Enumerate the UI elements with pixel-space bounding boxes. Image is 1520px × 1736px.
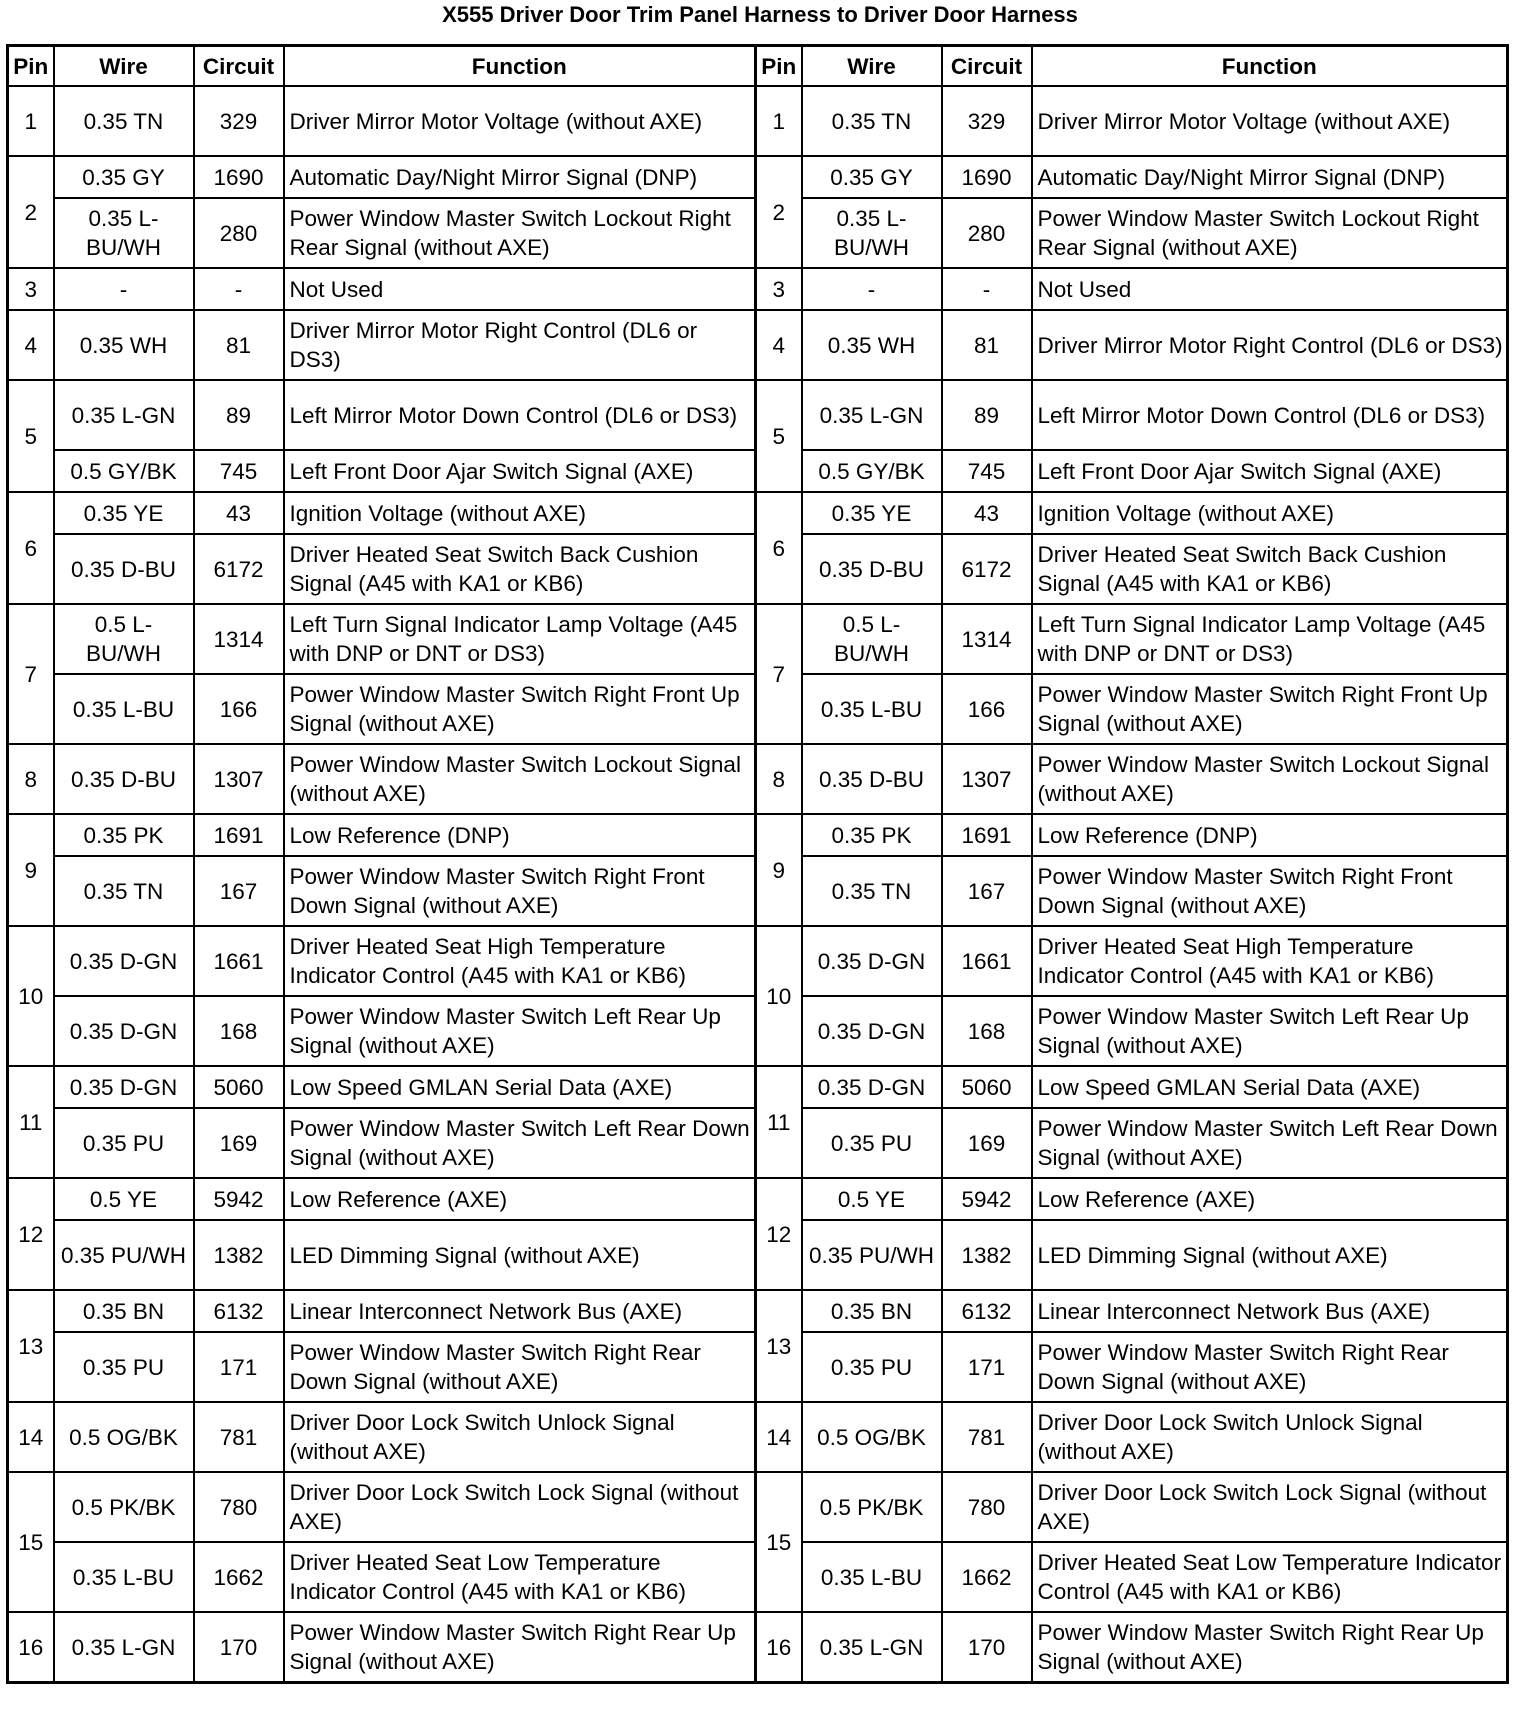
function-cell: Power Window Master Switch Right Rear Up Signal (without AXE) (1032, 1612, 1508, 1683)
table-row (8, 1178, 1508, 1220)
circuit-cell: 329 (194, 86, 284, 156)
wire-cell: 0.35 D-GN (54, 996, 194, 1066)
pin-number-cell: 16 (756, 1612, 802, 1683)
circuit-cell: 81 (942, 310, 1032, 380)
function-cell: Driver Door Lock Switch Lock Signal (without AXE) (1032, 1472, 1508, 1542)
pin-number-cell: 14 (756, 1402, 802, 1472)
function-cell: Not Used (284, 268, 756, 310)
pin-number-cell: 16 (8, 1612, 54, 1683)
function-cell: Power Window Master Switch Right Front Down Signal (without AXE) (284, 856, 756, 926)
function-cell: Low Reference (AXE) (284, 1178, 756, 1220)
wire-cell: 0.35 GY (54, 156, 194, 198)
wire-cell: 0.5 OG/BK (802, 1402, 942, 1472)
circuit-cell: 89 (194, 380, 284, 450)
function-cell: Driver Heated Seat Low Temperature Indicator Control (A45 with KA1 or KB6) (284, 1542, 756, 1612)
wire-cell: 0.35 WH (54, 310, 194, 380)
circuit-cell: 1690 (194, 156, 284, 198)
function-cell: Driver Door Lock Switch Lock Signal (without AXE) (284, 1472, 756, 1542)
function-cell: Power Window Master Switch Lockout Signal (without AXE) (284, 744, 756, 814)
circuit-cell: 166 (942, 674, 1032, 744)
wire-cell: 0.5 GY/BK (54, 450, 194, 492)
wire-cell: 0.35 TN (802, 856, 942, 926)
circuit-cell: 1314 (194, 604, 284, 674)
function-cell: Power Window Master Switch Right Rear Down Signal (without AXE) (1032, 1332, 1508, 1402)
table-row (8, 492, 1508, 534)
header-pin: Pin (756, 46, 802, 87)
circuit-cell: 5060 (194, 1066, 284, 1108)
wire-cell: 0.35 L-BU (802, 1542, 942, 1612)
pin-number-cell: 8 (8, 744, 54, 814)
circuit-cell: 5942 (194, 1178, 284, 1220)
circuit-cell: 6132 (942, 1290, 1032, 1332)
pin-number-cell: 8 (756, 744, 802, 814)
pin-number-cell: 10 (8, 926, 54, 1066)
header-circuit: Circuit (194, 46, 284, 87)
wire-cell: 0.35 L-GN (802, 380, 942, 450)
wire-cell: 0.35 D-GN (54, 1066, 194, 1108)
function-cell: LED Dimming Signal (without AXE) (1032, 1220, 1508, 1290)
table-row (8, 380, 1508, 450)
page-title: X555 Driver Door Trim Panel Harness to Driver Door Harness (442, 2, 1078, 27)
pin-number-cell: 6 (8, 492, 54, 604)
wire-cell: 0.5 GY/BK (802, 450, 942, 492)
pin-number-cell: 3 (8, 268, 54, 310)
wire-cell: 0.35 PU (54, 1108, 194, 1178)
wire-cell: 0.35 PU (802, 1332, 942, 1402)
table-row (8, 1472, 1508, 1542)
function-cell: Driver Heated Seat High Temperature Indicator Control (A45 with KA1 or KB6) (284, 926, 756, 996)
wire-cell: 0.35 D-BU (54, 744, 194, 814)
circuit-cell: 6132 (194, 1290, 284, 1332)
wire-cell: 0.35 PU (54, 1332, 194, 1402)
circuit-cell: 780 (194, 1472, 284, 1542)
circuit-cell: 171 (942, 1332, 1032, 1402)
pin-number-cell: 7 (8, 604, 54, 744)
table-header-row (8, 46, 1508, 87)
circuit-cell: 5060 (942, 1066, 1032, 1108)
pin-number-cell: 5 (756, 380, 802, 492)
pin-number-cell: 2 (756, 156, 802, 268)
function-cell: Left Mirror Motor Down Control (DL6 or DS3) (1032, 380, 1508, 450)
pin-number-cell: 7 (756, 604, 802, 744)
function-cell: Left Turn Signal Indicator Lamp Voltage (A45 with DNP or DNT or DS3) (284, 604, 756, 674)
wire-cell: 0.35 YE (802, 492, 942, 534)
circuit-cell: 6172 (194, 534, 284, 604)
circuit-cell: 168 (942, 996, 1032, 1066)
function-cell: Left Front Door Ajar Switch Signal (AXE) (1032, 450, 1508, 492)
circuit-cell: 780 (942, 1472, 1032, 1542)
wire-cell: 0.35 D-GN (802, 996, 942, 1066)
pin-number-cell: 4 (756, 310, 802, 380)
function-cell: Left Front Door Ajar Switch Signal (AXE) (284, 450, 756, 492)
circuit-cell: 169 (942, 1108, 1032, 1178)
function-cell: Driver Mirror Motor Right Control (DL6 or DS3) (284, 310, 756, 380)
wire-cell: 0.35 BN (802, 1290, 942, 1332)
circuit-cell: 1382 (942, 1220, 1032, 1290)
circuit-cell: 781 (194, 1402, 284, 1472)
wire-cell: 0.5 L-BU/WH (54, 604, 194, 674)
wire-cell: 0.35 GY (802, 156, 942, 198)
table-row (8, 268, 1508, 310)
header-pin: Pin (8, 46, 54, 87)
header-function: Function (1032, 46, 1508, 87)
function-cell: Power Window Master Switch Left Rear Down Signal (without AXE) (1032, 1108, 1508, 1178)
circuit-cell: 170 (194, 1612, 284, 1683)
wire-cell: 0.35 D-BU (54, 534, 194, 604)
table-row (8, 1612, 1508, 1683)
table-row (8, 926, 1508, 996)
table-row (8, 1402, 1508, 1472)
function-cell: Not Used (1032, 268, 1508, 310)
header-wire: Wire (54, 46, 194, 87)
wire-cell: 0.35 PU (802, 1108, 942, 1178)
circuit-cell: 43 (942, 492, 1032, 534)
circuit-cell: 81 (194, 310, 284, 380)
pin-number-cell: 11 (756, 1066, 802, 1178)
function-cell: Low Reference (AXE) (1032, 1178, 1508, 1220)
wire-cell: 0.35 BN (54, 1290, 194, 1332)
wire-cell: 0.35 L-BU/WH (802, 198, 942, 268)
table-row (8, 1290, 1508, 1332)
function-cell: Power Window Master Switch Right Rear Down Signal (without AXE) (284, 1332, 756, 1402)
pin-number-cell: 1 (756, 86, 802, 156)
function-cell: Low Reference (DNP) (284, 814, 756, 856)
function-cell: Automatic Day/Night Mirror Signal (DNP) (284, 156, 756, 198)
function-cell: Low Speed GMLAN Serial Data (AXE) (284, 1066, 756, 1108)
function-cell: Left Mirror Motor Down Control (DL6 or DS3) (284, 380, 756, 450)
wire-cell: 0.5 OG/BK (54, 1402, 194, 1472)
wire-cell: 0.5 YE (54, 1178, 194, 1220)
circuit-cell: 168 (194, 996, 284, 1066)
circuit-cell: 1662 (194, 1542, 284, 1612)
wire-cell: 0.35 L-BU/WH (54, 198, 194, 268)
table-row (8, 604, 1508, 674)
header-function: Function (284, 46, 756, 87)
function-cell: Low Reference (DNP) (1032, 814, 1508, 856)
wire-cell: 0.35 WH (802, 310, 942, 380)
pin-number-cell: 11 (8, 1066, 54, 1178)
wire-cell: 0.35 D-BU (802, 744, 942, 814)
circuit-cell: 6172 (942, 534, 1032, 604)
circuit-cell: 5942 (942, 1178, 1032, 1220)
function-cell: Driver Door Lock Switch Unlock Signal (without AXE) (1032, 1402, 1508, 1472)
function-cell: Low Speed GMLAN Serial Data (AXE) (1032, 1066, 1508, 1108)
wire-cell: 0.35 L-GN (54, 1612, 194, 1683)
circuit-cell: 169 (194, 1108, 284, 1178)
circuit-cell: 167 (942, 856, 1032, 926)
wire-cell: 0.35 YE (54, 492, 194, 534)
wire-cell: 0.35 TN (54, 86, 194, 156)
wire-cell: 0.5 YE (802, 1178, 942, 1220)
pin-number-cell: 9 (756, 814, 802, 926)
pin-number-cell: 15 (8, 1472, 54, 1612)
pin-number-cell: 2 (8, 156, 54, 268)
wire-cell: 0.35 D-GN (54, 926, 194, 996)
table-row (8, 156, 1508, 198)
circuit-cell: 280 (942, 198, 1032, 268)
circuit-cell: 1382 (194, 1220, 284, 1290)
pin-number-cell: 12 (8, 1178, 54, 1290)
circuit-cell: 329 (942, 86, 1032, 156)
pin-number-cell: 3 (756, 268, 802, 310)
wire-cell: 0.5 PK/BK (802, 1472, 942, 1542)
wire-cell: 0.35 L-BU (54, 1542, 194, 1612)
circuit-cell: 1307 (194, 744, 284, 814)
function-cell: Linear Interconnect Network Bus (AXE) (1032, 1290, 1508, 1332)
wire-cell: 0.35 L-BU (54, 674, 194, 744)
wire-cell: 0.5 PK/BK (54, 1472, 194, 1542)
function-cell: Power Window Master Switch Lockout Signal (without AXE) (1032, 744, 1508, 814)
pin-number-cell: 4 (8, 310, 54, 380)
circuit-cell: 1661 (194, 926, 284, 996)
wire-cell: - (54, 268, 194, 310)
function-cell: Driver Heated Seat Switch Back Cushion Signal (A45 with KA1 or KB6) (1032, 534, 1508, 604)
wire-cell: 0.35 D-GN (802, 926, 942, 996)
circuit-cell: 1690 (942, 156, 1032, 198)
function-cell: Automatic Day/Night Mirror Signal (DNP) (1032, 156, 1508, 198)
table-row (8, 86, 1508, 156)
circuit-cell: 89 (942, 380, 1032, 450)
pin-number-cell: 10 (756, 926, 802, 1066)
pin-number-cell: 1 (8, 86, 54, 156)
table-row (8, 1066, 1508, 1108)
function-cell: Power Window Master Switch Right Front Up Signal (without AXE) (284, 674, 756, 744)
wire-cell: - (802, 268, 942, 310)
pin-number-cell: 14 (8, 1402, 54, 1472)
function-cell: Linear Interconnect Network Bus (AXE) (284, 1290, 756, 1332)
circuit-cell: 167 (194, 856, 284, 926)
circuit-cell: 43 (194, 492, 284, 534)
pin-number-cell: 13 (8, 1290, 54, 1402)
circuit-cell: 1662 (942, 1542, 1032, 1612)
function-cell: Driver Heated Seat High Temperature Indicator Control (A45 with KA1 or KB6) (1032, 926, 1508, 996)
circuit-cell: 1691 (942, 814, 1032, 856)
function-cell: Driver Mirror Motor Right Control (DL6 or DS3) (1032, 310, 1508, 380)
wire-cell: 0.35 L-GN (54, 380, 194, 450)
wire-cell: 0.35 TN (802, 86, 942, 156)
circuit-cell: - (942, 268, 1032, 310)
wire-cell: 0.35 D-GN (802, 1066, 942, 1108)
wire-cell: 0.35 TN (54, 856, 194, 926)
function-cell: Driver Mirror Motor Voltage (without AXE) (284, 86, 756, 156)
function-cell: Driver Heated Seat Low Temperature Indicator Control (A45 with KA1 or KB6) (1032, 1542, 1508, 1612)
table-body (8, 86, 1508, 1683)
pin-number-cell: 6 (756, 492, 802, 604)
function-cell: Power Window Master Switch Left Rear Up Signal (without AXE) (284, 996, 756, 1066)
circuit-cell: 1307 (942, 744, 1032, 814)
pinout-table (6, 44, 1509, 1684)
circuit-cell: 745 (942, 450, 1032, 492)
table-row (8, 744, 1508, 814)
circuit-cell: 171 (194, 1332, 284, 1402)
function-cell: Power Window Master Switch Lockout Right Rear Signal (without AXE) (1032, 198, 1508, 268)
pin-number-cell: 12 (756, 1178, 802, 1290)
wire-cell: 0.35 D-BU (802, 534, 942, 604)
table-row (8, 814, 1508, 856)
function-cell: Power Window Master Switch Left Rear Down Signal (without AXE) (284, 1108, 756, 1178)
function-cell: Power Window Master Switch Left Rear Up Signal (without AXE) (1032, 996, 1508, 1066)
wire-cell: 0.35 PU/WH (54, 1220, 194, 1290)
header-circuit: Circuit (942, 46, 1032, 87)
circuit-cell: 781 (942, 1402, 1032, 1472)
pin-number-cell: 15 (756, 1472, 802, 1612)
function-cell: Left Turn Signal Indicator Lamp Voltage (A45 with DNP or DNT or DS3) (1032, 604, 1508, 674)
function-cell: Driver Mirror Motor Voltage (without AXE) (1032, 86, 1508, 156)
function-cell: Driver Heated Seat Switch Back Cushion Signal (A45 with KA1 or KB6) (284, 534, 756, 604)
circuit-cell: 745 (194, 450, 284, 492)
pin-number-cell: 5 (8, 380, 54, 492)
function-cell: Ignition Voltage (without AXE) (284, 492, 756, 534)
function-cell: Ignition Voltage (without AXE) (1032, 492, 1508, 534)
function-cell: Power Window Master Switch Right Front Down Signal (without AXE) (1032, 856, 1508, 926)
function-cell: LED Dimming Signal (without AXE) (284, 1220, 756, 1290)
table-row (8, 310, 1508, 380)
function-cell: Power Window Master Switch Lockout Right Rear Signal (without AXE) (284, 198, 756, 268)
function-cell: Power Window Master Switch Right Front Up Signal (without AXE) (1032, 674, 1508, 744)
circuit-cell: 166 (194, 674, 284, 744)
circuit-cell: 1314 (942, 604, 1032, 674)
pin-number-cell: 9 (8, 814, 54, 926)
header-wire: Wire (802, 46, 942, 87)
circuit-cell: 170 (942, 1612, 1032, 1683)
circuit-cell: 280 (194, 198, 284, 268)
pin-number-cell: 13 (756, 1290, 802, 1402)
circuit-cell: 1691 (194, 814, 284, 856)
wire-cell: 0.35 PK (54, 814, 194, 856)
wire-cell: 0.35 L-BU (802, 674, 942, 744)
function-cell: Driver Door Lock Switch Unlock Signal (without AXE) (284, 1402, 756, 1472)
wire-cell: 0.35 L-GN (802, 1612, 942, 1683)
wire-cell: 0.5 L-BU/WH (802, 604, 942, 674)
wire-cell: 0.35 PK (802, 814, 942, 856)
circuit-cell: - (194, 268, 284, 310)
circuit-cell: 1661 (942, 926, 1032, 996)
wire-cell: 0.35 PU/WH (802, 1220, 942, 1290)
function-cell: Power Window Master Switch Right Rear Up Signal (without AXE) (284, 1612, 756, 1683)
